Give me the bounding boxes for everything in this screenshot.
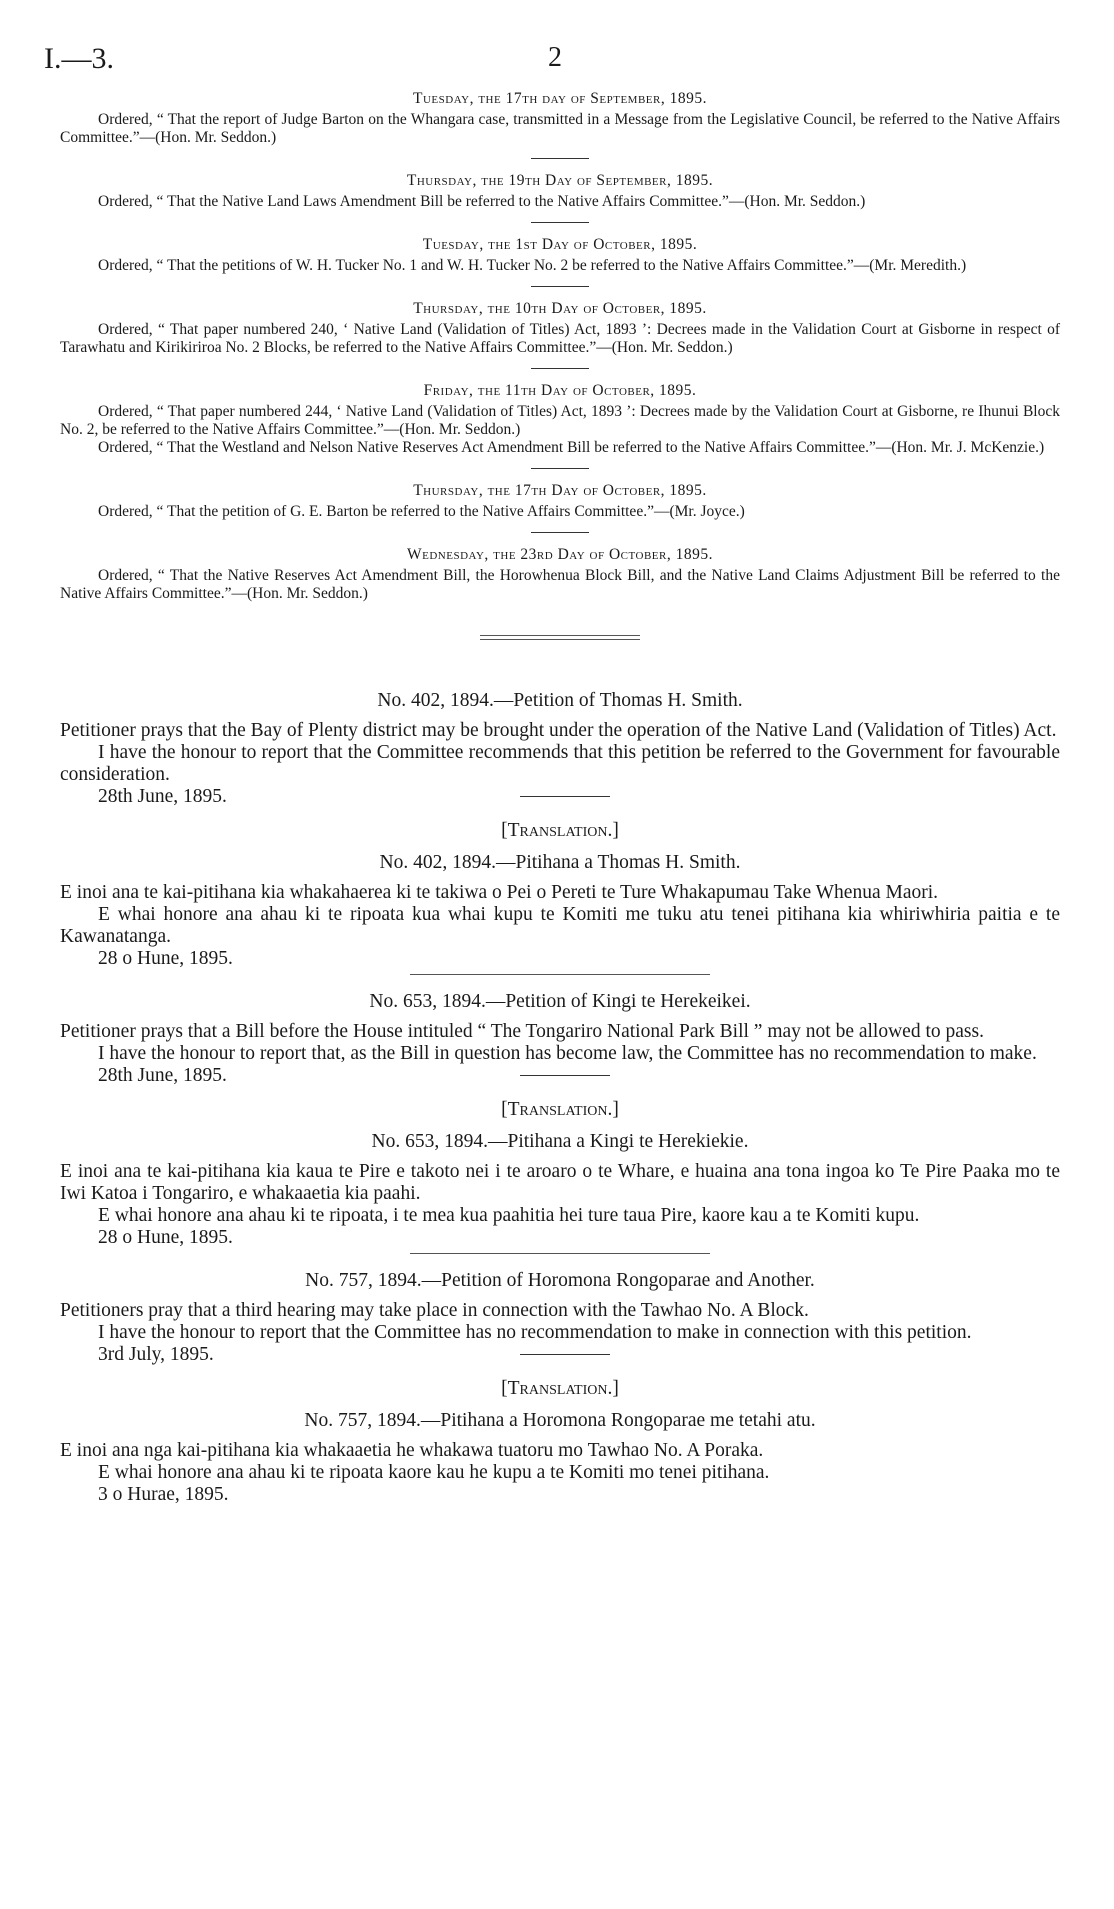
section-divider	[480, 635, 640, 640]
report-date-text: 3rd July, 1895.	[98, 1344, 214, 1365]
order-entry	[60, 90, 1060, 147]
order-date: Tuesday, the 1st Day of October, 1895.	[422, 236, 698, 253]
separator-rule	[410, 1253, 710, 1254]
separator-rule	[531, 222, 589, 223]
petitions-section	[60, 690, 1060, 1506]
separator-rule	[531, 468, 589, 469]
report-date	[60, 1344, 1060, 1366]
order-entry	[60, 300, 1060, 357]
page-number: 2	[548, 42, 562, 73]
order-entry	[60, 546, 1060, 603]
report-date	[60, 786, 1060, 808]
order-date: Wednesday, the 23rd Day of October, 1895.	[407, 546, 713, 563]
order-text: Ordered, “ That the Native Land Laws Amendment Bill be referred to the Native Affairs Committee.”—(Hon. Mr. Seddon.)	[98, 193, 866, 210]
translation-report: E whai honore ana ahau ki te ripoata, i te mea kua paahitia hei ture taua Pire, kaore kau a te Komiti kupu.	[98, 1205, 920, 1226]
order-date: Thursday, the 17th Day of October, 1895.	[413, 482, 707, 499]
report-date-text: 28th June, 1895.	[98, 786, 227, 807]
short-rule	[520, 1354, 610, 1355]
order-text: Ordered, “ That paper numbered 240, ‘ Native Land (Validation of Titles) Act, 1893 ’: Decrees made in the Validation Court at Gisborne in respect of Tarawhatu and Kirikiriroa No. 2 Blocks, be referred to the Native Affairs Committee.”—(Hon. Mr. Seddon.)	[60, 321, 1060, 356]
petition-title: No. 402, 1894.—Petition of Thomas H. Smith.	[377, 690, 743, 711]
document-page	[44, 40, 1060, 1506]
translation-date: 28 o Hune, 1895.	[98, 1227, 233, 1248]
translation-report: E whai honore ana ahau ki te ripoata kaore kau he kupu a te Komiti mo tenei pitihana.	[98, 1462, 770, 1483]
translation-date: 3 o Hurae, 1895.	[98, 1484, 229, 1505]
short-rule	[520, 1075, 610, 1076]
translation-label: [Translation.]	[501, 820, 619, 841]
order-date: Friday, the 11th Day of October, 1895.	[423, 382, 697, 399]
separator-rule	[531, 532, 589, 533]
petition-entry	[60, 991, 1060, 1249]
order-text: Ordered, “ That paper numbered 244, ‘ Native Land (Validation of Titles) Act, 1893 ’: Decrees made by the Validation Court at Gisborne, re Ihunui Block No. 2, be referred to the Native Affairs Committee.”—(Hon. Mr. Seddon.)	[60, 403, 1060, 438]
translation-date: 28 o Hune, 1895.	[98, 948, 233, 969]
order-entry	[60, 482, 1060, 521]
order-text: Ordered, “ That the petition of G. E. Barton be referred to the Native Affairs Committee.”—(Mr. Joyce.)	[98, 503, 745, 520]
petition-entry	[60, 690, 1060, 970]
separator-rule	[531, 158, 589, 159]
separator-rule	[410, 974, 710, 975]
report-date-text: 28th June, 1895.	[98, 1065, 227, 1086]
order-entry	[60, 172, 1060, 211]
translation-label: [Translation.]	[501, 1099, 619, 1120]
translation-label: [Translation.]	[501, 1378, 619, 1399]
petition-title: No. 757, 1894.—Petition of Horomona Rongoparae and Another.	[305, 1270, 815, 1291]
committee-report: I have the honour to report that the Committee has no recommendation to make in connection with this petition.	[98, 1322, 972, 1343]
separator-rule	[531, 368, 589, 369]
petition-prayer: Petitioner prays that a Bill before the House intituled “ The Tongariro National Park Bill ” may not be allowed to pass.	[60, 1021, 984, 1042]
report-date	[60, 1065, 1060, 1087]
order-text: Ordered, “ That the Native Reserves Act Amendment Bill, the Horowhenua Block Bill, and the Native Land Claims Adjustment Bill be referred to the Native Affairs Committee.”—(Hon. Mr. Seddon.)	[60, 567, 1060, 602]
translation-report: E whai honore ana ahau ki te ripoata kua whai kupu te Komiti me tuku atu tenei pitihana kia whiriwhiria paitia e te Kawanatanga.	[60, 904, 1060, 947]
order-date: Thursday, the 10th Day of October, 1895.	[413, 300, 707, 317]
translation-prayer: E inoi ana te kai-pitihana kia whakahaerea ki te takiwa o Pei o Pereti te Ture Whakapumau Take Whenua Maori.	[60, 882, 939, 903]
committee-report: I have the honour to report that, as the Bill in question has become law, the Committee has no recommendation to make.	[98, 1043, 1037, 1064]
order-text: Ordered, “ That the petitions of W. H. Tucker No. 1 and W. H. Tucker No. 2 be referred to the Native Affairs Committee.”—(Mr. Meredith.)	[98, 257, 967, 274]
order-date: Thursday, the 19th Day of September, 1895.	[406, 172, 714, 189]
order-text: Ordered, “ That the report of Judge Barton on the Whangara case, transmitted in a Message from the Legislative Council, be referred to the Native Affairs Committee.”—(Hon. Mr. Seddon.)	[60, 111, 1060, 146]
translation-prayer: E inoi ana nga kai-pitihana kia whakaaetia he whakawa tuatoru mo Tawhao No. A Poraka.	[60, 1440, 764, 1461]
petition-title: No. 653, 1894.—Petition of Kingi te Herekeikei.	[369, 991, 751, 1012]
translation-title: No. 402, 1894.—Pitihana a Thomas H. Smith.	[379, 852, 741, 873]
order-entry	[60, 236, 1060, 275]
translation-title: No. 757, 1894.—Pitihana a Horomona Rongoparae me tetahi atu.	[304, 1410, 816, 1431]
short-rule	[520, 796, 610, 797]
translation-title: No. 653, 1894.—Pitihana a Kingi te Herekiekie.	[371, 1131, 749, 1152]
petition-prayer: Petitioners pray that a third hearing may take place in connection with the Tawhao No. A Block.	[60, 1300, 809, 1321]
orders-section	[60, 90, 1060, 603]
order-text: Ordered, “ That the Westland and Nelson Native Reserves Act Amendment Bill be referred to the Native Affairs Committee.”—(Hon. Mr. J. McKenzie.)	[98, 439, 1045, 456]
petition-prayer: Petitioner prays that the Bay of Plenty district may be brought under the operation of the Native Land (Validation of Titles) Act.	[60, 720, 1057, 741]
page-header	[44, 40, 1060, 90]
committee-report: I have the honour to report that the Committee recommends that this petition be referred to the Government for favourable consideration.	[60, 742, 1060, 785]
order-date: Tuesday, the 17th day of September, 1895.	[413, 90, 707, 107]
petition-entry	[60, 1270, 1060, 1506]
separator-rule	[531, 286, 589, 287]
translation-prayer: E inoi ana te kai-pitihana kia kaua te Pire e takoto nei i te aroaro o te Whare, e huaina ana tona ingoa ko Te Pire Paaka mo te Iwi Katoa i Tongariro, e whakaaetia kia paahi.	[60, 1161, 1060, 1204]
order-entry	[60, 382, 1060, 457]
paper-reference: I.—3.	[44, 42, 114, 75]
